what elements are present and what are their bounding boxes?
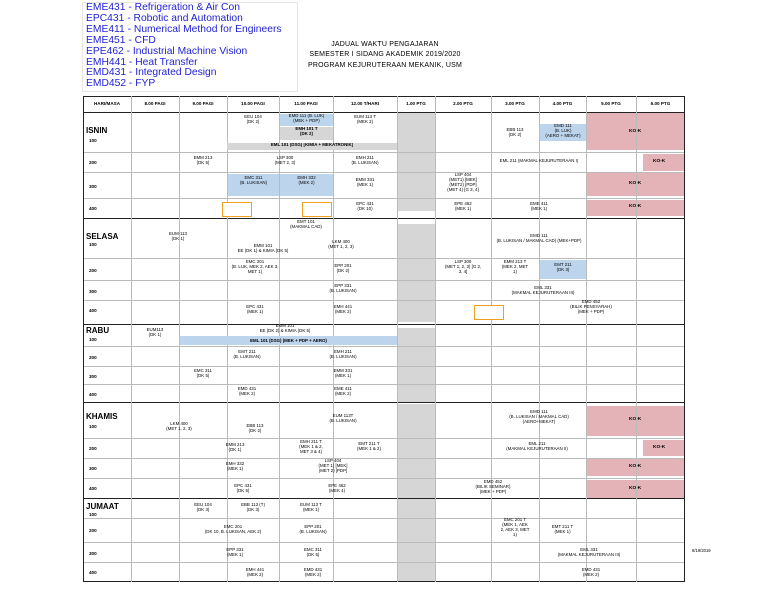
level-label: 300	[89, 374, 97, 379]
class-slot: EMC 311 (B. LUKISAN)	[228, 174, 279, 196]
class-slot: EMD 452 (BILIK PENSYARAH) (MEK + PDP)	[570, 300, 612, 314]
class-slot: EMC 201 T (MEK 1, AEK 2, AEK 3, MET 1)	[500, 518, 530, 537]
level-label: 200	[89, 528, 97, 533]
level-label: 400	[89, 392, 97, 397]
class-slot: EMH 441 (MEK 2)	[245, 568, 265, 577]
class-slot: EMH 211 (B. LUKISAN)	[329, 350, 357, 359]
title-line-1: JADUAL WAKTU PENGAJARAN	[331, 41, 439, 48]
class-slot: EML 331 (MAKMAL KEJURUTERAAN III)	[511, 286, 575, 295]
col-header: 4.00 PTG	[552, 101, 573, 106]
highlight-box	[222, 202, 252, 217]
class-slot: EUM 113 (DK 1)	[169, 232, 187, 241]
level-label: 400	[89, 570, 97, 575]
highlight-box	[302, 202, 332, 217]
class-slot: EMM 331 (MEK 1)	[355, 178, 375, 187]
level-label: 100	[89, 138, 97, 143]
class-slot: LSP 300 (MET 2, 3)	[274, 156, 296, 165]
class-slot: EML 101 (DSG) (MEK + PDP + AERO)	[180, 336, 397, 345]
class-slot: EMD 431 (MEK 2)	[581, 568, 601, 577]
level-label: 100	[89, 424, 97, 429]
class-slot: EMT 211 (DK 3)	[540, 260, 586, 279]
level-label: 200	[89, 160, 97, 165]
class-slot: EMT 211 T (MEK 1)	[551, 525, 574, 534]
level-label: 300	[89, 466, 97, 471]
class-slot: EMH 441 (MEK 2)	[333, 305, 353, 314]
kok-label: KO-K	[629, 417, 642, 422]
class-slot: EMC 311 (DK 5)	[194, 369, 212, 378]
day-label: ISNIN	[86, 126, 108, 135]
kok-label: KO-K	[653, 445, 666, 450]
legend-item: EMD452 - FYP	[86, 78, 156, 90]
class-slot: EMC 201 (DK 10, B. LUKISAN, AEK 2)	[204, 525, 262, 534]
class-slot: EMH 211 (B. LUKISAN)	[351, 156, 379, 165]
kok-label: KO-K	[653, 159, 666, 164]
lunch-column	[397, 224, 435, 322]
class-slot: EMD 431 (MEK 2)	[303, 568, 323, 577]
class-slot: EMM 101 EE (DK 1) & KIMIA (DK 5)	[237, 244, 289, 253]
class-slot: EMD 111 (B. LUKISAN / MAKMAL CAD) (MEK+PDP)	[496, 234, 582, 243]
class-slot: LSP 300 (MET 1, 2, 3) [G 2, 3, 4]	[444, 260, 482, 274]
level-label: 200	[89, 446, 97, 451]
class-slot: EMM 101 EE (DK 2) & KIMIA (DK 5)	[259, 324, 311, 333]
level-label: 400	[89, 486, 97, 491]
class-slot: EPP 201 (B. LUKISAN)	[299, 525, 327, 534]
level-label: 100	[89, 337, 97, 342]
legend-item: EME411 - Numerical Method for Engineers	[86, 23, 282, 35]
class-slot: EMD 111 (B. LUK) (MEK + PDP)	[280, 114, 333, 126]
level-label: 300	[89, 184, 97, 189]
title-line-3: PROGRAM KEJURUTERAAN MEKANIK, USM	[307, 61, 462, 69]
level-label: 300	[89, 289, 97, 294]
class-slot: EUM 113T (B. LUKISAN)	[329, 414, 357, 423]
class-slot: EME 411 (MEK 2)	[334, 387, 352, 396]
col-header: 5.00 PTG	[601, 101, 621, 106]
class-slot: EML 211 (MAKMAL KEJURUTERAAN I)	[499, 159, 579, 163]
legend-item: EMD431 - Integrated Design	[86, 67, 217, 79]
class-slot: LSP 404 (MET 1) [MEK] (MET 2) [PDP]	[318, 459, 348, 473]
class-slot: EMM 213 T (MEK 2, MET 1)	[501, 260, 529, 274]
lunch-column	[397, 113, 435, 211]
class-slot: EMM 331 (MEK 1)	[333, 369, 353, 378]
level-label: 400	[89, 308, 97, 313]
course-legend	[82, 2, 298, 92]
col-header: 1.00 PTG	[406, 101, 426, 106]
class-slot: EMH 332 (MEK 2)	[280, 174, 333, 196]
level-label: 100	[89, 242, 97, 247]
class-slot: EEU 104 (DK 3)	[194, 503, 212, 512]
class-slot: EMC 201 (B. LUK, MEK 2, AEK 3, MET 1)	[231, 260, 279, 274]
level-label: 300	[89, 551, 97, 556]
col-header: 9.00 PAGI	[192, 101, 214, 106]
legend-item: EPE462 - Industrial Machine Vision	[86, 45, 248, 57]
class-slot: EMT 211 (B. LUKISAN)	[233, 350, 261, 359]
col-header: 12.00 T/HARI	[350, 101, 380, 106]
class-slot: EBB 113 (DK 2)	[506, 128, 524, 137]
class-slot: EMH 211 T (MEK 1 & 2, MET 3 & 4)	[299, 440, 323, 454]
kok-label: KO-K	[629, 464, 642, 469]
class-slot: EMD 111 (B. LUKISAN / MAKMAL CAD) (AERO+MEKAT)	[509, 410, 569, 424]
class-slot: EMD 431 (MEK 2)	[237, 387, 257, 396]
class-slot: EME 411 (MEK 1)	[530, 202, 548, 211]
col-header: 8.00 PAGI	[144, 101, 166, 106]
col-header: 3.00 PTG	[505, 101, 525, 106]
level-label: 200	[89, 268, 97, 273]
level-label: 400	[89, 206, 97, 211]
lunch-column	[397, 499, 435, 582]
class-slot: EUM113 (DK 1)	[146, 328, 164, 337]
level-label: 200	[89, 355, 97, 360]
col-header: 6.00 PTG	[650, 101, 671, 106]
class-slot: EML 211 (MAKMAL KEJURUTERAAN II)	[506, 442, 568, 451]
col-header: HARI/MASA	[93, 101, 121, 106]
class-slot: LKM 400 (MET 1, 2, 3)	[328, 240, 354, 249]
col-header: 2.00 PTG	[453, 101, 473, 106]
page-title	[296, 40, 474, 71]
class-slot: EMD 111 (B. LUK) (AERO + MEKAT)	[540, 124, 586, 141]
class-slot: EBB 113 (T) (DK 3)	[241, 503, 265, 512]
kok-label: KO-K	[629, 181, 642, 186]
class-slot: EPE 462 (MEK 1)	[454, 202, 472, 211]
class-slot: EPC 431 (DK 10)	[356, 202, 374, 211]
day-label: JUMAAT	[86, 502, 119, 511]
lunch-column	[397, 404, 435, 498]
class-slot: EMH 101 T (DK 2)	[280, 127, 333, 140]
legend-item: EME431 - Refrigeration & Air Con	[86, 2, 240, 13]
class-slot: LKM 400 (MET 1, 2, 3)	[166, 422, 192, 431]
class-slot: EPP 201 (DK 2)	[334, 264, 352, 273]
class-slot: EPC 431 (DK 5)	[234, 484, 252, 493]
day-label: RABU	[86, 326, 110, 335]
kok-label: KO-K	[629, 486, 642, 491]
day-label: SELASA	[86, 232, 119, 241]
class-slot: EPE 462 (MEK 4)	[328, 484, 346, 493]
highlight-box	[474, 305, 504, 320]
class-slot: EUM 113 T (MEK 2)	[354, 115, 376, 124]
class-slot: EEU 104 (DK 2)	[244, 115, 262, 124]
class-slot: EMT 101 (MAKMAL CAD)	[290, 220, 322, 229]
class-slot: EBB 113 (DK 2)	[246, 424, 264, 433]
kok-label: KO-K	[629, 129, 642, 134]
class-slot: EMC 311 (DK 5)	[304, 548, 322, 557]
class-slot: EML 331 (MAKMAL KEJURUTERAAN III)	[557, 548, 621, 557]
class-slot: EMM 213 (DK 1)	[225, 443, 245, 452]
col-header: 10.00 PAGI	[241, 101, 265, 106]
class-slot: LSP 404 (MET1) [MEK] (MET2) [PDP] (MET 4) [G 3, 4]	[447, 173, 479, 192]
print-date: 8/19/2019	[692, 548, 711, 553]
level-label: 100	[89, 512, 97, 517]
class-slot: EPP 331 (MEK 1)	[226, 548, 244, 557]
kok-label: KO-K	[629, 204, 642, 209]
legend-item: EMH441 - Heat Transfer	[86, 56, 198, 68]
col-header: 11.00 PAGI	[294, 101, 318, 106]
class-slot: EML 101 (DSG) [KIMIA + MEKATRONIK]	[227, 143, 397, 150]
class-slot: EUM 113 T (MEK 1)	[300, 503, 322, 512]
class-slot: EMD 452 (BILIK SEMINAR) (MEK + PDP)	[475, 480, 511, 494]
class-slot: EMT 211 T (MEK 1 & 2)	[357, 442, 381, 451]
legend-item: EME451 - CFD	[86, 34, 156, 46]
class-slot: EMM 213 (DK 5)	[193, 156, 213, 165]
legend-item: EPC431 - Robotic and Automation	[86, 12, 243, 24]
title-line-2: SEMESTER I SIDANG AKADEMIK 2019/2020	[309, 51, 461, 59]
class-slot: EPP 331 (B. LUKISAN)	[329, 284, 357, 293]
class-slot: EPC 431 (MEK 1)	[246, 305, 264, 314]
class-slot: EMH 332 (MEK 1)	[225, 462, 245, 471]
day-label: KHAMIS	[86, 412, 118, 421]
timetable-grid	[83, 96, 685, 582]
